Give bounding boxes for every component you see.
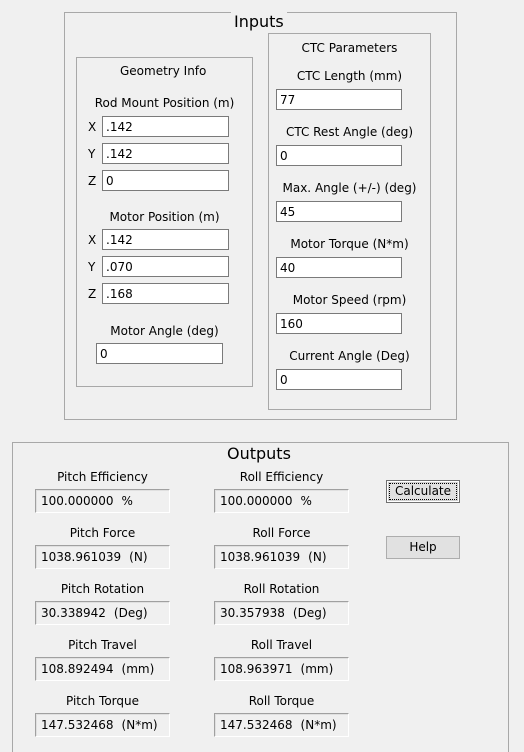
ctc-length-input[interactable] xyxy=(276,89,402,110)
pitch-travel-unit: (mm) xyxy=(121,662,155,676)
pitch-travel-readout xyxy=(35,657,170,681)
inputs-title: Inputs xyxy=(231,12,287,31)
pitch-efficiency-readout xyxy=(35,489,170,513)
pitch-force-label: Pitch Force xyxy=(69,526,136,540)
roll-force-label: Roll Force xyxy=(252,526,311,540)
roll-rotation-label: Roll Rotation xyxy=(243,582,320,596)
roll-travel-value: 108.963971 xyxy=(220,662,293,676)
pitch-efficiency-value: 100.000000 xyxy=(41,494,114,508)
roll-torque-readout xyxy=(214,713,349,737)
calculate-button[interactable] xyxy=(386,480,460,503)
pitch-rotation-label: Pitch Rotation xyxy=(60,582,145,596)
roll-rotation-readout xyxy=(214,601,349,625)
motor-position-z-label: Z xyxy=(88,287,97,301)
ctc-rest-angle-input[interactable] xyxy=(276,145,402,166)
pitch-efficiency-unit: % xyxy=(121,494,133,508)
motor-position-z-input[interactable] xyxy=(102,283,229,304)
ctc-rest-angle-label: CTC Rest Angle (deg) xyxy=(285,125,414,139)
roll-force-unit: (N) xyxy=(308,550,327,564)
rod-mount-x-label: X xyxy=(88,120,97,134)
roll-force-value: 1038.961039 xyxy=(220,550,301,564)
current-angle-input[interactable] xyxy=(276,369,402,390)
roll-rotation-unit: (Deg) xyxy=(292,606,327,620)
current-angle-label: Current Angle (Deg) xyxy=(289,349,410,363)
roll-efficiency-readout xyxy=(214,489,349,513)
outputs-title: Outputs xyxy=(224,444,294,463)
motor-position-label: Motor Position (m) xyxy=(109,210,220,224)
pitch-travel-label: Pitch Travel xyxy=(68,638,137,652)
calculate-button-label: Calculate xyxy=(389,483,457,500)
roll-torque-label: Roll Torque xyxy=(248,694,315,708)
roll-travel-label: Roll Travel xyxy=(250,638,313,652)
motor-torque-label: Motor Torque (N*m) xyxy=(290,237,409,251)
ctc-length-label: CTC Length (mm) xyxy=(296,69,403,83)
roll-travel-readout xyxy=(214,657,349,681)
max-angle-input[interactable] xyxy=(276,201,402,222)
roll-travel-unit: (mm) xyxy=(300,662,334,676)
pitch-rotation-readout xyxy=(35,601,170,625)
roll-force-readout xyxy=(214,545,349,569)
pitch-rotation-value: 30.338942 xyxy=(41,606,106,620)
pitch-torque-value: 147.532468 xyxy=(41,718,114,732)
motor-position-y-label: Y xyxy=(88,260,96,274)
roll-efficiency-label: Roll Efficiency xyxy=(239,470,324,484)
roll-torque-value: 147.532468 xyxy=(220,718,293,732)
pitch-force-unit: (N) xyxy=(129,550,148,564)
roll-rotation-value: 30.357938 xyxy=(220,606,285,620)
motor-position-x-label: X xyxy=(88,233,97,247)
motor-angle-input[interactable] xyxy=(96,343,223,364)
pitch-efficiency-label: Pitch Efficiency xyxy=(57,470,148,484)
pitch-travel-value: 108.892494 xyxy=(41,662,114,676)
geometry-info-title: Geometry Info xyxy=(117,64,209,78)
ctc-parameters-title: CTC Parameters xyxy=(301,41,398,55)
motor-position-x-input[interactable] xyxy=(102,229,229,250)
motor-speed-input[interactable] xyxy=(276,313,402,334)
max-angle-label: Max. Angle (+/-) (deg) xyxy=(282,181,417,195)
rod-mount-y-input[interactable] xyxy=(102,143,229,164)
rod-mount-x-input[interactable] xyxy=(102,116,229,137)
roll-torque-unit: (N*m) xyxy=(300,718,337,732)
rod-mount-position-label: Rod Mount Position (m) xyxy=(94,96,235,110)
pitch-torque-unit: (N*m) xyxy=(121,718,158,732)
rod-mount-z-input[interactable] xyxy=(102,170,229,191)
rod-mount-y-label: Y xyxy=(88,147,96,161)
help-button[interactable]: Help xyxy=(386,536,460,559)
rod-mount-z-label: Z xyxy=(88,174,97,188)
pitch-rotation-unit: (Deg) xyxy=(113,606,148,620)
motor-position-y-input[interactable] xyxy=(102,256,229,277)
pitch-torque-readout xyxy=(35,713,170,737)
roll-efficiency-unit: % xyxy=(300,494,312,508)
motor-torque-input[interactable] xyxy=(276,257,402,278)
pitch-force-value: 1038.961039 xyxy=(41,550,122,564)
motor-speed-label: Motor Speed (rpm) xyxy=(292,293,407,307)
pitch-force-readout xyxy=(35,545,170,569)
pitch-torque-label: Pitch Torque xyxy=(66,694,139,708)
motor-angle-label: Motor Angle (deg) xyxy=(110,324,219,338)
roll-efficiency-value: 100.000000 xyxy=(220,494,293,508)
